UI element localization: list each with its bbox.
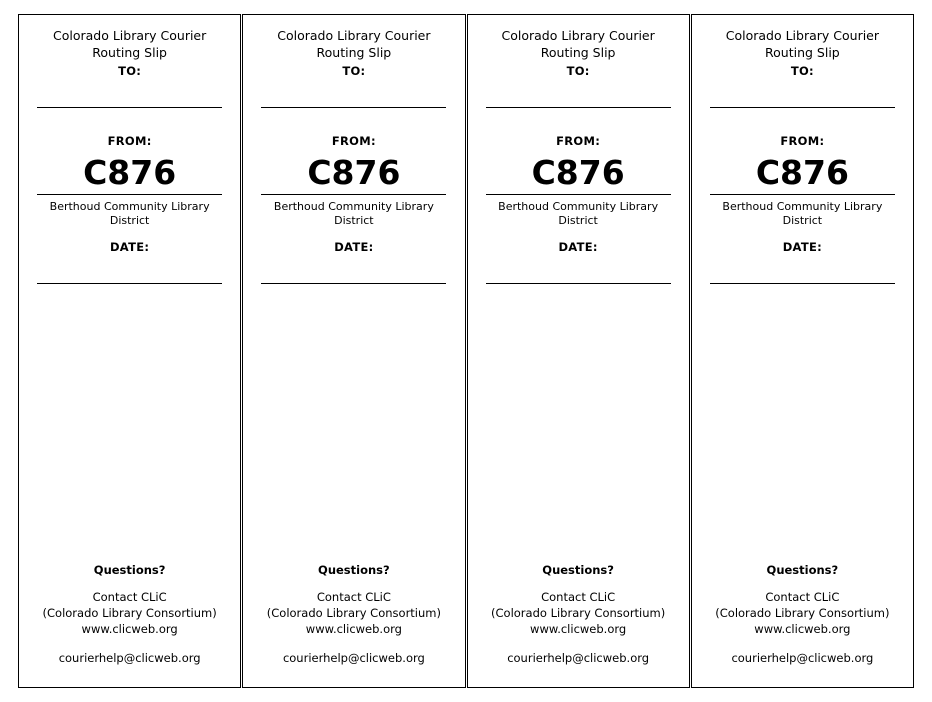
- from-write-line: [261, 194, 446, 195]
- slip-title: [277, 27, 430, 61]
- routing-slip-card: [18, 14, 241, 688]
- contact-line2: (Colorado Library Consortium): [266, 606, 441, 620]
- contact-info: [715, 589, 889, 637]
- slip-title-line2: Routing Slip: [540, 45, 616, 60]
- organization-line2: District: [782, 214, 823, 227]
- contact-email: courierhelp@clicweb.org: [58, 651, 201, 665]
- date-label: DATE:: [109, 240, 150, 254]
- organization-line1: Berthoud Community Library: [498, 200, 659, 213]
- contact-info: [491, 589, 665, 637]
- contact-email: courierhelp@clicweb.org: [507, 651, 650, 665]
- date-write-line: [37, 283, 222, 284]
- contact-website: www.clicweb.org: [81, 622, 178, 636]
- organization-name: [50, 200, 210, 228]
- organization-line1: Berthoud Community Library: [273, 200, 434, 213]
- to-write-line: [261, 107, 446, 108]
- library-code: C876: [531, 153, 625, 192]
- slip-title: [501, 27, 654, 61]
- contact-line1: Contact CLiC: [765, 590, 840, 604]
- slip-title-line2: Routing Slip: [765, 45, 840, 60]
- routing-slip-content: [692, 15, 913, 687]
- from-write-line: [37, 194, 222, 195]
- organization-line1: Berthoud Community Library: [722, 200, 883, 213]
- from-label: FROM:: [780, 134, 825, 148]
- slip-title: [726, 27, 879, 61]
- date-write-line: [710, 283, 895, 284]
- from-label: FROM:: [107, 134, 152, 148]
- routing-slip-card: [467, 14, 690, 688]
- organization-name: [498, 200, 658, 228]
- contact-line2: (Colorado Library Consortium): [491, 606, 666, 620]
- routing-slip-content: [19, 15, 240, 687]
- questions-label: Questions?: [766, 563, 839, 577]
- slip-title-line1: Colorado Library Courier: [725, 28, 880, 43]
- contact-website: www.clicweb.org: [305, 622, 402, 636]
- contact-website: www.clicweb.org: [530, 622, 627, 636]
- to-write-line: [37, 107, 222, 108]
- library-code: C876: [83, 153, 177, 192]
- to-label: TO:: [118, 64, 142, 78]
- from-label: FROM:: [331, 134, 376, 148]
- from-label: FROM:: [556, 134, 601, 148]
- date-write-line: [261, 283, 446, 284]
- organization-line2: District: [334, 214, 374, 227]
- contact-line2: (Colorado Library Consortium): [42, 606, 217, 620]
- slip-title: [53, 27, 206, 61]
- routing-slip-content: [243, 15, 464, 687]
- to-label: TO:: [342, 64, 366, 78]
- organization-name: [274, 200, 434, 228]
- routing-slip-card: [242, 14, 465, 688]
- organization-line2: District: [558, 214, 598, 227]
- routing-slip-content: [468, 15, 689, 687]
- contact-line1: Contact CLiC: [541, 590, 616, 604]
- organization-line1: Berthoud Community Library: [49, 200, 210, 213]
- slip-title-line2: Routing Slip: [92, 45, 167, 60]
- contact-info: [43, 589, 217, 637]
- to-write-line: [710, 107, 895, 108]
- organization-line2: District: [109, 214, 150, 227]
- date-label: DATE:: [334, 240, 374, 254]
- contact-info: [267, 589, 441, 637]
- contact-line2: (Colorado Library Consortium): [715, 606, 890, 620]
- questions-label: Questions?: [318, 563, 390, 577]
- library-code: C876: [755, 153, 849, 192]
- slip-title-line2: Routing Slip: [316, 45, 392, 60]
- date-write-line: [486, 283, 671, 284]
- library-code: C876: [307, 153, 401, 192]
- slip-title-line1: Colorado Library Courier: [277, 28, 431, 43]
- contact-email: courierhelp@clicweb.org: [282, 651, 425, 665]
- routing-slip-card: [691, 14, 914, 688]
- contact-website: www.clicweb.org: [754, 622, 851, 636]
- contact-email: courierhelp@clicweb.org: [731, 651, 874, 665]
- from-write-line: [710, 194, 895, 195]
- to-label: TO:: [566, 64, 590, 78]
- organization-name: [722, 200, 882, 228]
- contact-line1: Contact CLiC: [316, 590, 391, 604]
- slip-title-line1: Colorado Library Courier: [52, 28, 207, 43]
- questions-label: Questions?: [542, 563, 614, 577]
- questions-label: Questions?: [93, 563, 166, 577]
- from-write-line: [486, 194, 671, 195]
- to-label: TO:: [790, 64, 814, 78]
- slip-title-line1: Colorado Library Courier: [501, 28, 655, 43]
- contact-line1: Contact CLiC: [92, 590, 167, 604]
- date-label: DATE:: [558, 240, 598, 254]
- date-label: DATE:: [782, 240, 823, 254]
- to-write-line: [486, 107, 671, 108]
